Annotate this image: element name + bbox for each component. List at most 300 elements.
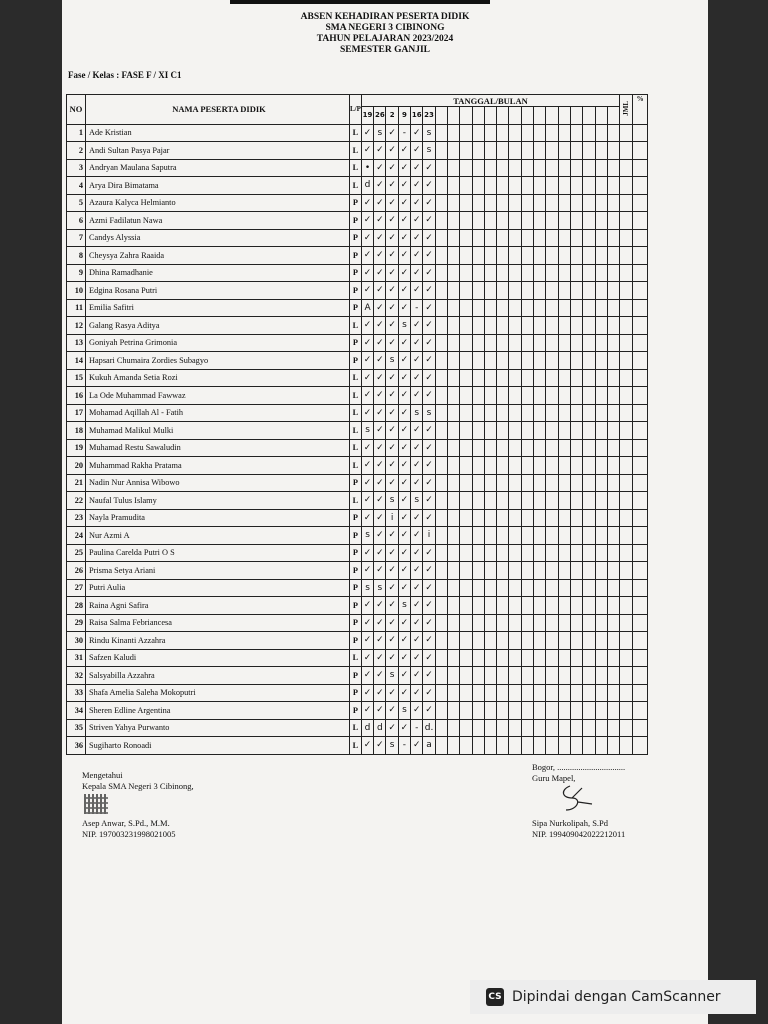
attendance-mark bbox=[460, 387, 472, 405]
percent-cell bbox=[633, 334, 648, 352]
attendance-mark bbox=[472, 352, 484, 370]
attendance-mark bbox=[497, 282, 509, 300]
attendance-mark bbox=[460, 439, 472, 457]
attendance-mark: ✓ bbox=[411, 702, 423, 720]
attendance-mark bbox=[558, 737, 570, 755]
attendance-mark bbox=[595, 492, 607, 510]
attendance-mark: ✓ bbox=[411, 247, 423, 265]
attendance-mark: ✓ bbox=[374, 247, 386, 265]
table-row bbox=[67, 194, 648, 212]
attendance-mark bbox=[558, 282, 570, 300]
attendance-mark bbox=[521, 299, 533, 317]
attendance-mark bbox=[447, 317, 459, 335]
student-name: Muhammad Rakha Pratama bbox=[86, 457, 350, 475]
percent-cell bbox=[633, 684, 648, 702]
total-cell bbox=[620, 579, 633, 597]
attendance-mark bbox=[583, 194, 595, 212]
attendance-mark bbox=[558, 667, 570, 685]
percent-cell bbox=[633, 422, 648, 440]
attendance-mark bbox=[521, 579, 533, 597]
attendance-mark bbox=[447, 632, 459, 650]
principal-signature-block bbox=[82, 770, 194, 840]
attendance-mark: ✓ bbox=[374, 614, 386, 632]
attendance-mark bbox=[558, 702, 570, 720]
total-cell bbox=[620, 142, 633, 160]
attendance-mark: ✓ bbox=[374, 422, 386, 440]
attendance-mark: ✓ bbox=[374, 562, 386, 580]
attendance-mark: ✓ bbox=[361, 229, 373, 247]
attendance-mark: ✓ bbox=[411, 194, 423, 212]
attendance-mark bbox=[497, 632, 509, 650]
attendance-mark bbox=[497, 649, 509, 667]
attendance-mark: ✓ bbox=[386, 369, 398, 387]
attendance-mark bbox=[583, 247, 595, 265]
attendance-mark bbox=[558, 142, 570, 160]
attendance-mark: ✓ bbox=[398, 299, 410, 317]
total-cell bbox=[620, 299, 633, 317]
attendance-mark bbox=[472, 632, 484, 650]
attendance-mark bbox=[558, 527, 570, 545]
attendance-mark: s bbox=[386, 737, 398, 755]
attendance-mark bbox=[583, 457, 595, 475]
table-row bbox=[67, 439, 648, 457]
attendance-mark: ✓ bbox=[423, 614, 435, 632]
row-number: 22 bbox=[67, 492, 86, 510]
attendance-mark bbox=[447, 509, 459, 527]
attendance-mark: ✓ bbox=[423, 474, 435, 492]
attendance-mark: ✓ bbox=[398, 422, 410, 440]
attendance-mark: ✓ bbox=[398, 667, 410, 685]
attendance-mark bbox=[484, 282, 496, 300]
principal-nip: NIP. 197003231998021005 bbox=[82, 829, 176, 839]
attendance-mark: ✓ bbox=[423, 544, 435, 562]
attendance-mark bbox=[583, 264, 595, 282]
table-row bbox=[67, 404, 648, 422]
attendance-mark bbox=[435, 614, 447, 632]
row-number: 19 bbox=[67, 439, 86, 457]
attendance-mark bbox=[607, 159, 619, 177]
attendance-mark bbox=[558, 247, 570, 265]
row-number: 7 bbox=[67, 229, 86, 247]
percent-cell bbox=[633, 457, 648, 475]
attendance-mark: ✓ bbox=[398, 369, 410, 387]
attendance-mark: ✓ bbox=[374, 317, 386, 335]
total-cell bbox=[620, 719, 633, 737]
attendance-mark bbox=[484, 474, 496, 492]
attendance-mark bbox=[607, 737, 619, 755]
attendance-mark bbox=[595, 667, 607, 685]
table-row bbox=[67, 544, 648, 562]
attendance-mark: ✓ bbox=[361, 212, 373, 230]
student-name: Emilia Safitri bbox=[86, 299, 350, 317]
attendance-mark bbox=[521, 562, 533, 580]
attendance-mark: ✓ bbox=[411, 632, 423, 650]
attendance-mark: ✓ bbox=[411, 544, 423, 562]
attendance-mark bbox=[447, 474, 459, 492]
row-number: 10 bbox=[67, 282, 86, 300]
attendance-mark bbox=[521, 544, 533, 562]
attendance-mark bbox=[558, 212, 570, 230]
row-number: 33 bbox=[67, 684, 86, 702]
attendance-mark: ✓ bbox=[398, 352, 410, 370]
attendance-mark: ✓ bbox=[361, 387, 373, 405]
attendance-mark bbox=[509, 124, 521, 142]
attendance-mark bbox=[570, 282, 582, 300]
attendance-mark: ✓ bbox=[361, 474, 373, 492]
student-name: Arya Dira Bimatama bbox=[86, 177, 350, 195]
student-gender: P bbox=[350, 264, 362, 282]
attendance-mark bbox=[546, 737, 558, 755]
table-row bbox=[67, 474, 648, 492]
attendance-mark bbox=[484, 614, 496, 632]
attendance-mark bbox=[509, 649, 521, 667]
attendance-mark bbox=[435, 527, 447, 545]
attendance-mark: s bbox=[411, 404, 423, 422]
row-number: 1 bbox=[67, 124, 86, 142]
attendance-mark bbox=[607, 124, 619, 142]
percent-cell bbox=[633, 719, 648, 737]
student-name: Sugiharto Ronoadi bbox=[86, 737, 350, 755]
table-row bbox=[67, 614, 648, 632]
attendance-mark bbox=[435, 649, 447, 667]
teacher-nip: NIP. 199409042022212011 bbox=[532, 829, 626, 839]
attendance-mark bbox=[472, 299, 484, 317]
table-row bbox=[67, 492, 648, 510]
header-year: TAHUN PELAJARAN 2023/2024 bbox=[316, 34, 454, 44]
attendance-mark bbox=[595, 684, 607, 702]
percent-cell bbox=[633, 492, 648, 510]
table-row bbox=[67, 667, 648, 685]
attendance-mark bbox=[460, 649, 472, 667]
attendance-mark bbox=[509, 439, 521, 457]
attendance-mark: s bbox=[398, 597, 410, 615]
student-name: Edgina Rosana Putri bbox=[86, 282, 350, 300]
attendance-mark bbox=[497, 527, 509, 545]
top-edge-bar bbox=[230, 0, 490, 4]
attendance-mark bbox=[472, 439, 484, 457]
row-number: 21 bbox=[67, 474, 86, 492]
attendance-mark bbox=[460, 509, 472, 527]
attendance-mark: s bbox=[361, 579, 373, 597]
attendance-mark: ✓ bbox=[411, 229, 423, 247]
attendance-mark bbox=[521, 317, 533, 335]
student-gender: L bbox=[350, 737, 362, 755]
student-name: Prisma Setya Ariani bbox=[86, 562, 350, 580]
attendance-mark: ✓ bbox=[361, 369, 373, 387]
attendance-mark bbox=[472, 142, 484, 160]
attendance-mark: ✓ bbox=[423, 264, 435, 282]
attendance-mark: ✓ bbox=[361, 597, 373, 615]
attendance-mark bbox=[472, 614, 484, 632]
attendance-mark bbox=[607, 684, 619, 702]
attendance-mark: ✓ bbox=[411, 474, 423, 492]
attendance-mark bbox=[509, 317, 521, 335]
table-row bbox=[67, 702, 648, 720]
percent-cell bbox=[633, 212, 648, 230]
attendance-mark bbox=[497, 684, 509, 702]
attendance-mark bbox=[484, 352, 496, 370]
attendance-mark bbox=[570, 509, 582, 527]
attendance-mark bbox=[435, 597, 447, 615]
attendance-mark: d bbox=[361, 719, 373, 737]
attendance-mark bbox=[472, 509, 484, 527]
attendance-mark: ✓ bbox=[423, 579, 435, 597]
attendance-mark bbox=[546, 614, 558, 632]
total-cell bbox=[620, 194, 633, 212]
attendance-mark: ✓ bbox=[386, 177, 398, 195]
student-name: La Ode Muhammad Fawwaz bbox=[86, 387, 350, 405]
attendance-mark bbox=[595, 334, 607, 352]
attendance-mark bbox=[460, 352, 472, 370]
attendance-mark bbox=[534, 439, 546, 457]
attendance-mark: ✓ bbox=[398, 439, 410, 457]
attendance-mark: s bbox=[423, 124, 435, 142]
attendance-mark bbox=[472, 702, 484, 720]
attendance-mark bbox=[472, 369, 484, 387]
attendance-mark bbox=[595, 544, 607, 562]
attendance-mark bbox=[509, 527, 521, 545]
student-name: Candys Alyssia bbox=[86, 229, 350, 247]
row-number: 4 bbox=[67, 177, 86, 195]
attendance-mark bbox=[558, 334, 570, 352]
attendance-mark bbox=[447, 212, 459, 230]
attendance-mark bbox=[534, 142, 546, 160]
attendance-mark bbox=[435, 457, 447, 475]
attendance-mark: ✓ bbox=[423, 177, 435, 195]
attendance-mark: ✓ bbox=[398, 404, 410, 422]
attendance-mark: ✓ bbox=[386, 422, 398, 440]
student-gender: L bbox=[350, 369, 362, 387]
attendance-mark bbox=[546, 387, 558, 405]
attendance-mark bbox=[595, 597, 607, 615]
attendance-mark bbox=[595, 177, 607, 195]
attendance-mark bbox=[521, 142, 533, 160]
total-cell bbox=[620, 702, 633, 720]
attendance-mark bbox=[447, 422, 459, 440]
attendance-mark bbox=[558, 457, 570, 475]
attendance-mark bbox=[509, 387, 521, 405]
attendance-mark bbox=[484, 632, 496, 650]
date-header-cell: 9 bbox=[398, 107, 410, 125]
attendance-mark: ✓ bbox=[423, 282, 435, 300]
attendance-mark bbox=[509, 334, 521, 352]
attendance-mark bbox=[558, 632, 570, 650]
attendance-mark bbox=[534, 474, 546, 492]
attendance-mark bbox=[583, 579, 595, 597]
attendance-mark: ✓ bbox=[398, 387, 410, 405]
attendance-mark bbox=[460, 282, 472, 300]
row-number: 29 bbox=[67, 614, 86, 632]
total-cell bbox=[620, 334, 633, 352]
attendance-mark bbox=[607, 299, 619, 317]
attendance-mark bbox=[521, 439, 533, 457]
attendance-mark bbox=[472, 264, 484, 282]
attendance-mark bbox=[447, 597, 459, 615]
date-header-cell bbox=[595, 107, 607, 125]
table-row bbox=[67, 352, 648, 370]
attendance-mark: ✓ bbox=[386, 299, 398, 317]
student-name: Striven Yahya Purwanto bbox=[86, 719, 350, 737]
attendance-mark bbox=[570, 212, 582, 230]
percent-cell bbox=[633, 509, 648, 527]
attendance-mark bbox=[607, 317, 619, 335]
table-row bbox=[67, 334, 648, 352]
attendance-mark bbox=[558, 544, 570, 562]
attendance-mark bbox=[497, 317, 509, 335]
attendance-mark bbox=[583, 282, 595, 300]
attendance-mark bbox=[534, 194, 546, 212]
percent-cell bbox=[633, 702, 648, 720]
total-cell bbox=[620, 404, 633, 422]
attendance-mark bbox=[558, 422, 570, 440]
attendance-mark bbox=[460, 299, 472, 317]
attendance-mark bbox=[497, 404, 509, 422]
attendance-mark: ✓ bbox=[411, 334, 423, 352]
attendance-mark: ✓ bbox=[398, 492, 410, 510]
attendance-mark bbox=[484, 667, 496, 685]
attendance-mark: ✓ bbox=[386, 282, 398, 300]
student-gender: P bbox=[350, 334, 362, 352]
student-gender: L bbox=[350, 124, 362, 142]
attendance-mark: ✓ bbox=[398, 474, 410, 492]
attendance-mark: d bbox=[374, 719, 386, 737]
total-cell bbox=[620, 264, 633, 282]
attendance-mark: ✓ bbox=[361, 124, 373, 142]
attendance-mark bbox=[497, 737, 509, 755]
student-gender: P bbox=[350, 194, 362, 212]
attendance-mark bbox=[546, 649, 558, 667]
attendance-mark bbox=[497, 177, 509, 195]
attendance-mark bbox=[583, 387, 595, 405]
student-name: Muhamad Malikul Mulki bbox=[86, 422, 350, 440]
row-number: 16 bbox=[67, 387, 86, 405]
student-gender: P bbox=[350, 229, 362, 247]
attendance-mark bbox=[546, 194, 558, 212]
attendance-mark bbox=[435, 142, 447, 160]
attendance-mark bbox=[509, 544, 521, 562]
attendance-mark: ✓ bbox=[361, 667, 373, 685]
attendance-mark bbox=[472, 457, 484, 475]
attendance-mark bbox=[521, 632, 533, 650]
attendance-mark bbox=[595, 509, 607, 527]
attendance-mark bbox=[583, 177, 595, 195]
attendance-mark bbox=[435, 492, 447, 510]
table-row bbox=[67, 387, 648, 405]
attendance-mark bbox=[546, 334, 558, 352]
attendance-mark bbox=[583, 509, 595, 527]
attendance-mark bbox=[521, 702, 533, 720]
student-gender: L bbox=[350, 422, 362, 440]
student-gender: P bbox=[350, 212, 362, 230]
attendance-mark bbox=[497, 369, 509, 387]
attendance-mark bbox=[583, 614, 595, 632]
attendance-mark bbox=[509, 352, 521, 370]
attendance-mark: ✓ bbox=[374, 544, 386, 562]
attendance-mark: - bbox=[411, 719, 423, 737]
attendance-mark bbox=[558, 649, 570, 667]
row-number: 6 bbox=[67, 212, 86, 230]
attendance-mark: ✓ bbox=[386, 159, 398, 177]
attendance-mark bbox=[583, 667, 595, 685]
attendance-mark bbox=[546, 422, 558, 440]
table-row bbox=[67, 369, 648, 387]
attendance-mark bbox=[435, 719, 447, 737]
attendance-mark bbox=[509, 474, 521, 492]
table-row bbox=[67, 684, 648, 702]
attendance-mark bbox=[497, 457, 509, 475]
attendance-mark bbox=[460, 247, 472, 265]
attendance-mark bbox=[583, 719, 595, 737]
attendance-mark bbox=[534, 579, 546, 597]
table-row bbox=[67, 649, 648, 667]
attendance-mark bbox=[472, 229, 484, 247]
teacher-signature-block bbox=[532, 762, 625, 840]
attendance-mark: ✓ bbox=[411, 509, 423, 527]
attendance-mark bbox=[472, 719, 484, 737]
attendance-mark bbox=[534, 404, 546, 422]
attendance-mark: ✓ bbox=[398, 457, 410, 475]
attendance-mark bbox=[558, 492, 570, 510]
percent-cell bbox=[633, 439, 648, 457]
attendance-mark bbox=[558, 509, 570, 527]
date-header-cell bbox=[558, 107, 570, 125]
attendance-mark: ✓ bbox=[398, 212, 410, 230]
table-row bbox=[67, 282, 648, 300]
attendance-mark bbox=[570, 422, 582, 440]
principal-title: Kepala SMA Negeri 3 Cibinong, bbox=[82, 781, 194, 791]
date-header-cell bbox=[460, 107, 472, 125]
attendance-mark bbox=[472, 194, 484, 212]
table-row bbox=[67, 422, 648, 440]
attendance-mark: ✓ bbox=[374, 474, 386, 492]
attendance-mark bbox=[447, 614, 459, 632]
attendance-mark bbox=[546, 457, 558, 475]
attendance-mark: ✓ bbox=[374, 439, 386, 457]
attendance-mark bbox=[447, 247, 459, 265]
table-row bbox=[67, 299, 648, 317]
attendance-mark: ✓ bbox=[411, 422, 423, 440]
attendance-mark bbox=[607, 457, 619, 475]
attendance-mark bbox=[595, 702, 607, 720]
attendance-mark bbox=[570, 229, 582, 247]
attendance-mark bbox=[484, 737, 496, 755]
attendance-mark bbox=[607, 667, 619, 685]
student-name: Paulina Carelda Putri O S bbox=[86, 544, 350, 562]
attendance-mark: ✓ bbox=[361, 702, 373, 720]
attendance-mark bbox=[534, 247, 546, 265]
total-cell bbox=[620, 457, 633, 475]
attendance-mark: ✓ bbox=[411, 667, 423, 685]
student-gender: P bbox=[350, 579, 362, 597]
attendance-mark bbox=[534, 457, 546, 475]
attendance-mark bbox=[595, 282, 607, 300]
student-gender: L bbox=[350, 387, 362, 405]
attendance-mark: ✓ bbox=[374, 492, 386, 510]
attendance-mark bbox=[447, 702, 459, 720]
attendance-mark bbox=[595, 527, 607, 545]
attendance-mark: ✓ bbox=[423, 299, 435, 317]
attendance-mark bbox=[558, 579, 570, 597]
percent-cell bbox=[633, 194, 648, 212]
attendance-mark: ✓ bbox=[386, 457, 398, 475]
attendance-mark bbox=[472, 334, 484, 352]
attendance-mark bbox=[435, 124, 447, 142]
date-header-cell bbox=[521, 107, 533, 125]
attendance-mark bbox=[472, 492, 484, 510]
attendance-mark: ✓ bbox=[386, 474, 398, 492]
col-tanggal-header: TANGGAL/BULAN bbox=[361, 95, 619, 107]
total-cell bbox=[620, 212, 633, 230]
